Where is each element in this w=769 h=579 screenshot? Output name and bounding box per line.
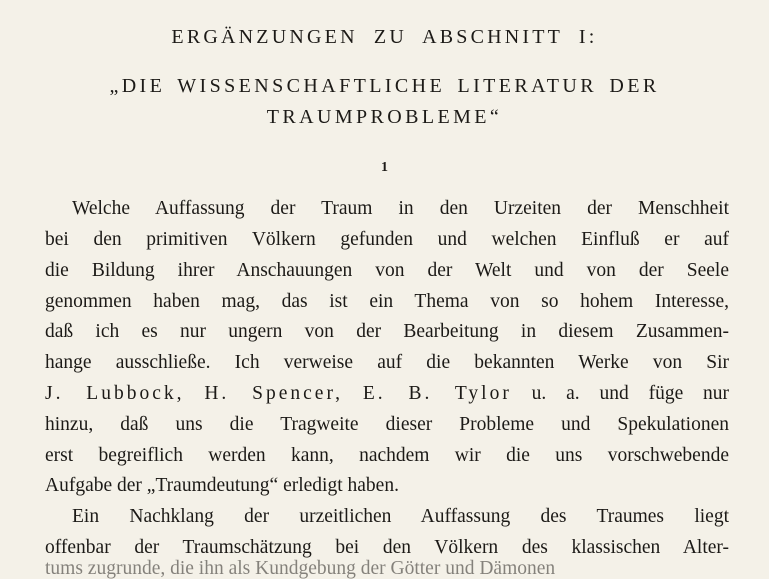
body-line: genommen haben mag, das ist ein Thema von so hohem Interesse, bbox=[45, 291, 729, 312]
body-text: u. a. und füge nur bbox=[531, 383, 730, 404]
body-line-with-spaced-names bbox=[45, 384, 729, 404]
chapter-subheading-line2: TRAUMPROBLEME“ bbox=[266, 106, 503, 128]
section-number: 1 bbox=[381, 160, 388, 175]
body-line: die Bildung ihrer Anschauungen von der Welt und von der Seele bbox=[45, 260, 729, 281]
body-line: hinzu, daß uns die Tragweite dieser Probleme und Spekulationen bbox=[45, 414, 729, 435]
spaced-name: E. B. Tylor bbox=[362, 383, 512, 404]
body-line: daß ich es nur ungern von der Bearbeitung in diesem Zusammen- bbox=[45, 321, 729, 342]
spaced-name: H. Spencer, bbox=[204, 383, 344, 404]
body-line: Aufgabe der „Traumdeutung“ erledigt haben. bbox=[45, 475, 399, 496]
body-line: erst begreiflich werden kann, nachdem wir die uns vorschwebende bbox=[45, 445, 729, 466]
body-line: bei den primitiven Völkern gefunden und welchen Einfluß er auf bbox=[45, 229, 729, 250]
body-line: hange ausschließe. Ich verweise auf die bekannten Werke von Sir bbox=[45, 352, 729, 373]
body-line: Welche Auffassung der Traum in den Urzeiten der Menschheit bbox=[72, 198, 729, 219]
chapter-subheading-line1: „DIE WISSENSCHAFTLICHE LITERATUR DER bbox=[109, 75, 660, 97]
spaced-name: J. Lubbock, bbox=[45, 383, 185, 404]
chapter-heading: ERGÄNZUNGEN ZU ABSCHNITT I: bbox=[171, 26, 598, 48]
body-line: Ein Nachklang der urzeitlichen Auffassung des Traumes liegt bbox=[72, 506, 729, 527]
body-line: offenbar der Traumschätzung bei den Völkern des klassischen Alter- bbox=[45, 537, 729, 558]
cropped-body-line: tums zugrunde, die ihn als Kundgebung der Götter und Dämonen bbox=[45, 558, 556, 579]
